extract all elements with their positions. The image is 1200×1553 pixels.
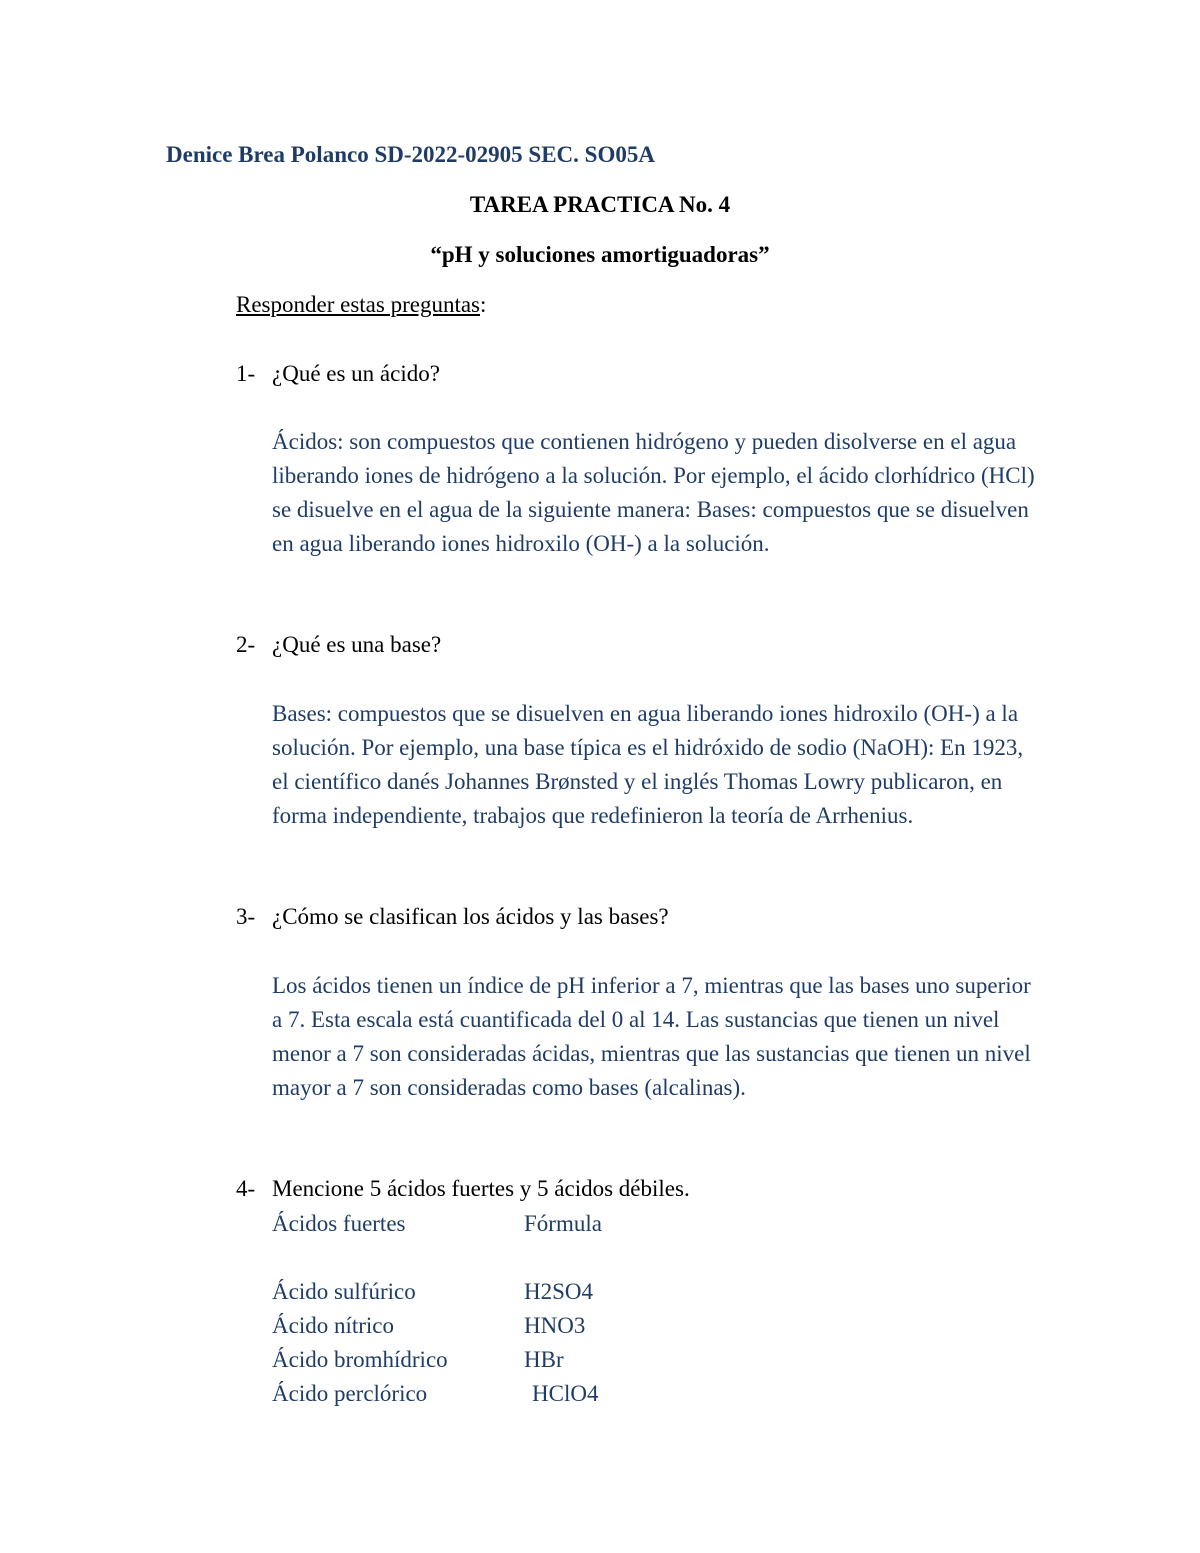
question-1 <box>236 361 440 387</box>
answer-text: Ácidos: son compuestos que contienen hidrógeno y pueden disolverse en el agua liberando iones de hidrógeno a la solución. Por ejemplo, el ácido clorhídrico (HCl) se disuelve en el agua de la siguiente manera: Bases: compuestos que se disuelven en agua liberando iones hidroxilo (OH-) a la solución. <box>272 429 1035 556</box>
acid-name: Ácido sulfúrico <box>272 1279 416 1304</box>
acid-name: Ácido perclórico <box>272 1381 428 1406</box>
question-2 <box>236 632 441 658</box>
assignment-title: TAREA PRACTICA No. 4 <box>469 192 731 217</box>
table-header-name: Ácidos fuertes <box>272 1211 406 1236</box>
question-number: 2- <box>236 632 256 657</box>
acid-formula: HBr <box>524 1347 564 1372</box>
question-text: Mencione 5 ácidos fuertes y 5 ácidos débiles. <box>272 1176 690 1201</box>
acid-formula: HNO3 <box>524 1313 586 1338</box>
answer-text: Los ácidos tienen un índice de pH inferior a 7, mientras que las bases uno superior a 7. Esta escala está cuantificada del 0 al 14. Las sustancias que tienen un nivel menor a 7 son consideradas ácidas, mientras que las sustancias que tienen un nivel mayor a 7 son consideradas como bases (alcalinas). <box>272 973 1031 1100</box>
question-text: ¿Qué es un ácido? <box>272 361 440 386</box>
acid-formula: H2SO4 <box>524 1279 594 1304</box>
answer-text: Bases: compuestos que se disuelven en agua liberando iones hidroxilo (OH-) a la solución. Por ejemplo, una base típica es el hidróxido de sodio (NaOH): En 1923, el científico danés Johannes Brønsted y el inglés Thomas Lowry publicaron, en forma independiente, trabajos que redefinieron la teoría de Arrhenius. <box>272 701 1024 828</box>
instruction-colon: : <box>480 292 487 317</box>
question-3 <box>236 904 669 930</box>
acid-name: Ácido bromhídrico <box>272 1347 448 1372</box>
instruction <box>236 292 486 318</box>
author-line: Denice Brea Polanco SD-2022-02905 SEC. SO05A <box>166 142 655 167</box>
table-header-formula: Fórmula <box>524 1211 602 1236</box>
question-4 <box>236 1176 690 1202</box>
answer-3 <box>272 969 1042 1105</box>
question-number: 1- <box>236 361 256 386</box>
acid-name: Ácido nítrico <box>272 1313 394 1338</box>
answer-1 <box>272 425 1042 561</box>
answer-2 <box>272 697 1042 833</box>
question-text: ¿Qué es una base? <box>272 632 442 657</box>
assignment-subtitle: “pH y soluciones amortiguadoras” <box>430 242 770 267</box>
instruction-text: Responder estas preguntas <box>236 292 480 317</box>
question-number: 3- <box>236 904 256 929</box>
question-text: ¿Cómo se clasifican los ácidos y las bases? <box>272 904 669 929</box>
question-number: 4- <box>236 1176 256 1201</box>
acid-formula: HClO4 <box>532 1381 599 1406</box>
